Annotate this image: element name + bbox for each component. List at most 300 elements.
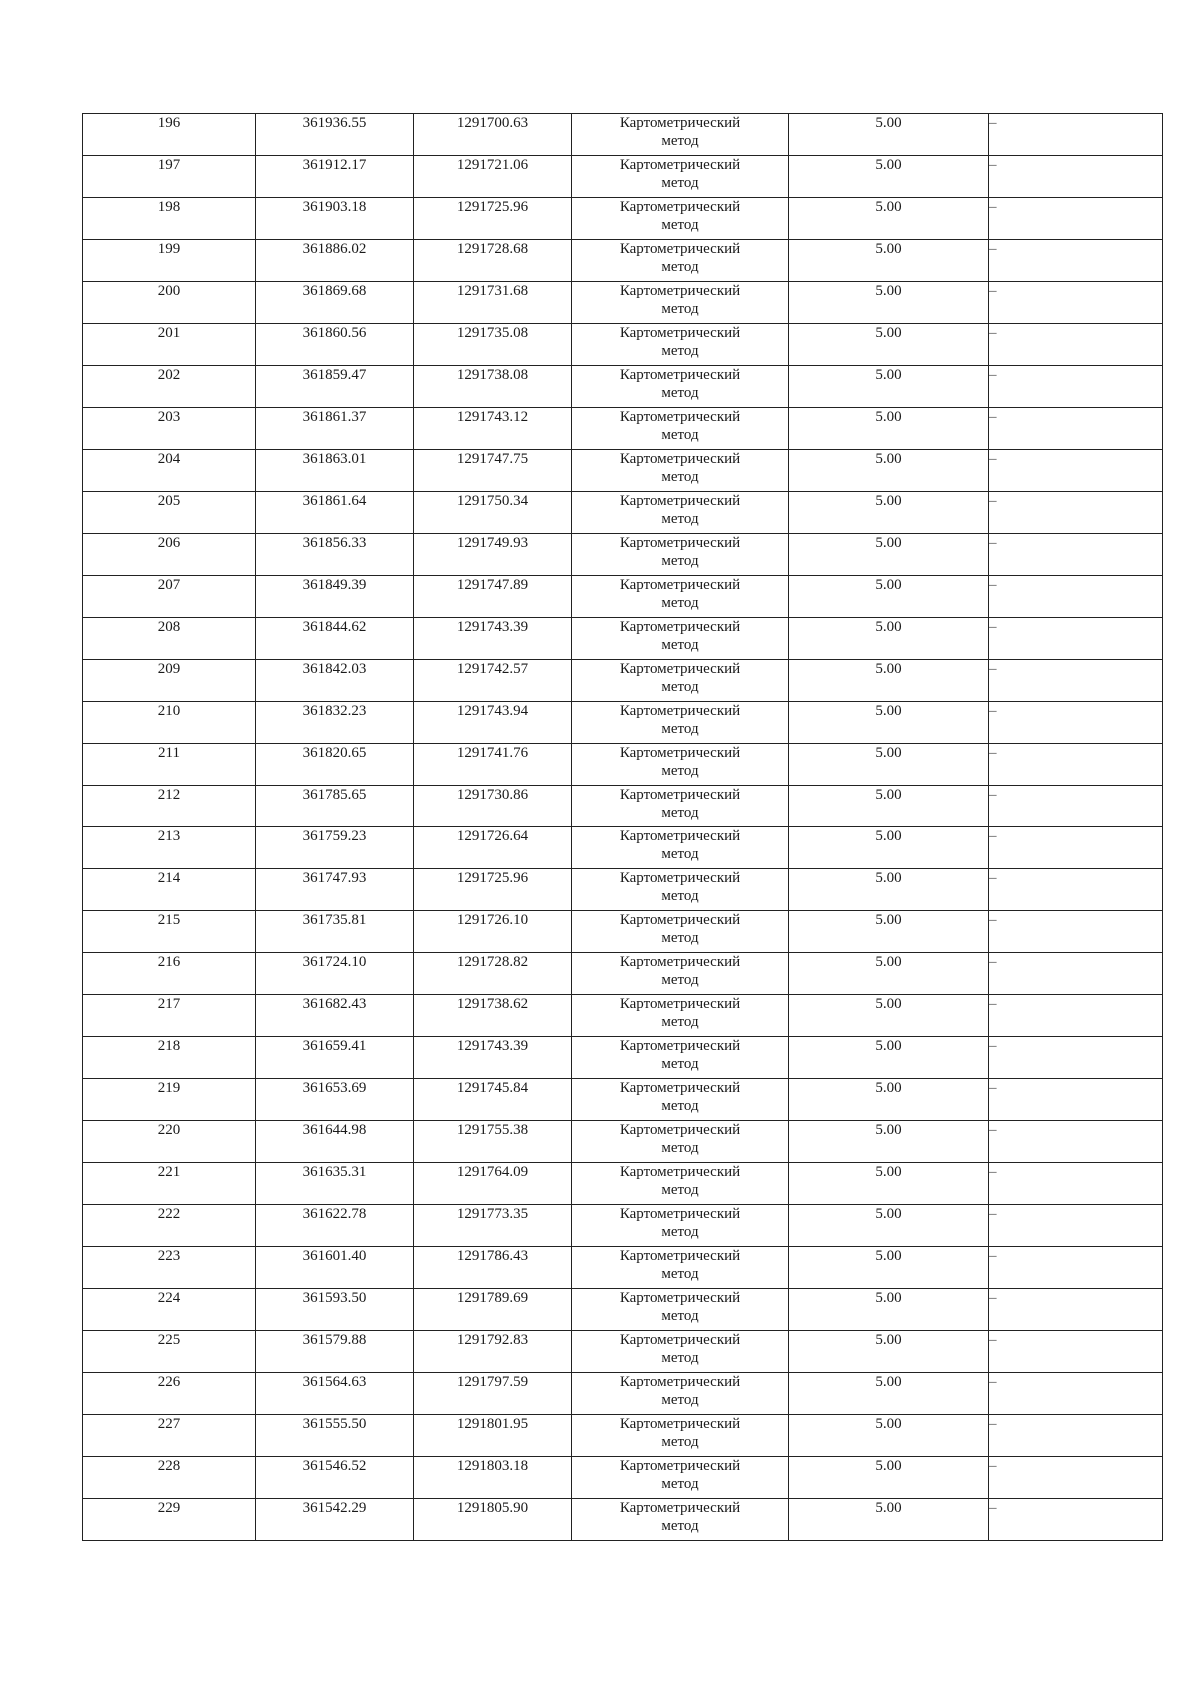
table-row [83,239,1163,281]
point-number-cell: 208 [83,617,256,659]
method-text-line2: метод [661,678,699,695]
precision-cell: 5.00 [789,785,989,827]
precision-cell: 5.00 [789,323,989,365]
method-text-line1: Картометрический [619,492,741,509]
method-text-line2: метод [661,552,699,569]
precision-cell: 5.00 [789,617,989,659]
method-text-line1: Картометрический [619,576,741,593]
y-coordinate-cell: 1291803.18 [414,1457,572,1499]
x-coordinate-cell: 361912.17 [256,155,414,197]
method-text-line1: Картометрический [619,1290,741,1307]
table-row [83,995,1163,1037]
y-coordinate-cell: 1291750.34 [414,491,572,533]
x-coordinate-cell: 361869.68 [256,281,414,323]
method-text-line1: Картометрический [619,702,741,719]
table-row [83,953,1163,995]
x-coordinate-cell: 361785.65 [256,785,414,827]
description-cell: – [989,239,1163,281]
method-cell [572,1498,789,1540]
method-text-line1: Картометрический [619,324,741,341]
description-cell: – [989,1247,1163,1289]
method-text-line1: Картометрический [619,198,741,215]
x-coordinate-cell: 361653.69 [256,1079,414,1121]
x-coordinate-cell: 361844.62 [256,617,414,659]
table-row [83,533,1163,575]
x-coordinate-cell: 361886.02 [256,239,414,281]
description-cell: – [989,1163,1163,1205]
method-cell [572,1079,789,1121]
precision-cell: 5.00 [789,281,989,323]
precision-cell: 5.00 [789,407,989,449]
method-text-line2: метод [661,1392,699,1409]
y-coordinate-cell: 1291743.39 [414,617,572,659]
point-number-cell: 229 [83,1498,256,1540]
description-cell: – [989,953,1163,995]
method-text-line1: Картометрический [619,366,741,383]
method-text-line1: Картометрический [619,450,741,467]
method-text-line2: метод [661,930,699,947]
description-cell: – [989,1498,1163,1540]
table-row [83,869,1163,911]
method-cell [572,1205,789,1247]
coordinates-table-body [83,114,1163,1541]
x-coordinate-cell: 361936.55 [256,114,414,156]
method-cell [572,1289,789,1331]
description-cell: – [989,1415,1163,1457]
y-coordinate-cell: 1291805.90 [414,1498,572,1540]
point-number-cell: 205 [83,491,256,533]
method-text-line1: Картометрический [619,282,741,299]
precision-cell: 5.00 [789,1331,989,1373]
method-text-line2: метод [661,1350,699,1367]
precision-cell: 5.00 [789,869,989,911]
description-cell: – [989,1457,1163,1499]
point-number-cell: 204 [83,449,256,491]
description-cell: – [989,575,1163,617]
method-cell [572,1163,789,1205]
precision-cell: 5.00 [789,1037,989,1079]
method-cell [572,533,789,575]
description-cell: – [989,869,1163,911]
precision-cell: 5.00 [789,911,989,953]
x-coordinate-cell: 361593.50 [256,1289,414,1331]
method-cell [572,953,789,995]
description-cell: – [989,281,1163,323]
method-text-line1: Картометрический [619,1164,741,1181]
description-cell: – [989,1079,1163,1121]
y-coordinate-cell: 1291745.84 [414,1079,572,1121]
method-text-line1: Картометрический [619,870,741,887]
x-coordinate-cell: 361601.40 [256,1247,414,1289]
x-coordinate-cell: 361832.23 [256,701,414,743]
precision-cell: 5.00 [789,953,989,995]
description-cell: – [989,743,1163,785]
precision-cell: 5.00 [789,1079,989,1121]
description-cell: – [989,995,1163,1037]
y-coordinate-cell: 1291738.08 [414,365,572,407]
table-row [83,365,1163,407]
x-coordinate-cell: 361724.10 [256,953,414,995]
method-cell [572,827,789,869]
x-coordinate-cell: 361759.23 [256,827,414,869]
point-number-cell: 226 [83,1373,256,1415]
method-text-line2: метод [661,300,699,317]
x-coordinate-cell: 361859.47 [256,365,414,407]
description-cell: – [989,533,1163,575]
precision-cell: 5.00 [789,114,989,156]
y-coordinate-cell: 1291743.94 [414,701,572,743]
method-text-line2: метод [661,1014,699,1031]
x-coordinate-cell: 361820.65 [256,743,414,785]
y-coordinate-cell: 1291700.63 [414,114,572,156]
method-cell [572,911,789,953]
method-text-line1: Картометрический [619,912,741,929]
table-row [83,785,1163,827]
y-coordinate-cell: 1291801.95 [414,1415,572,1457]
y-coordinate-cell: 1291726.10 [414,911,572,953]
y-coordinate-cell: 1291726.64 [414,827,572,869]
y-coordinate-cell: 1291728.82 [414,953,572,995]
point-number-cell: 210 [83,701,256,743]
method-text-line2: метод [661,133,699,149]
x-coordinate-cell: 361682.43 [256,995,414,1037]
precision-cell: 5.00 [789,533,989,575]
method-text-line1: Картометрический [619,1206,741,1223]
description-cell: – [989,1331,1163,1373]
method-text-line1: Картометрический [619,1499,741,1516]
point-number-cell: 199 [83,239,256,281]
x-coordinate-cell: 361635.31 [256,1163,414,1205]
description-cell: – [989,659,1163,701]
method-cell [572,1415,789,1457]
y-coordinate-cell: 1291755.38 [414,1121,572,1163]
point-number-cell: 207 [83,575,256,617]
method-cell [572,114,789,156]
x-coordinate-cell: 361861.64 [256,491,414,533]
method-text-line1: Картометрический [619,156,741,173]
description-cell: – [989,701,1163,743]
point-number-cell: 228 [83,1457,256,1499]
description-cell: – [989,197,1163,239]
method-text-line2: метод [661,384,699,401]
precision-cell: 5.00 [789,1498,989,1540]
point-number-cell: 223 [83,1247,256,1289]
table-row [83,743,1163,785]
method-text-line2: метод [661,720,699,737]
table-row [83,1247,1163,1289]
description-cell: – [989,365,1163,407]
table-row [83,491,1163,533]
x-coordinate-cell: 361555.50 [256,1415,414,1457]
precision-cell: 5.00 [789,1457,989,1499]
point-number-cell: 217 [83,995,256,1037]
table-row [83,1373,1163,1415]
precision-cell: 5.00 [789,1373,989,1415]
method-text-line2: метод [661,1266,699,1283]
method-cell [572,869,789,911]
description-cell: – [989,155,1163,197]
x-coordinate-cell: 361622.78 [256,1205,414,1247]
method-cell [572,1373,789,1415]
description-cell: – [989,407,1163,449]
x-coordinate-cell: 361747.93 [256,869,414,911]
method-text-line2: метод [661,426,699,443]
y-coordinate-cell: 1291786.43 [414,1247,572,1289]
table-row [83,911,1163,953]
precision-cell: 5.00 [789,155,989,197]
table-row [83,701,1163,743]
method-text-line1: Картометрический [619,240,741,257]
y-coordinate-cell: 1291741.76 [414,743,572,785]
description-cell: – [989,1373,1163,1415]
x-coordinate-cell: 361863.01 [256,449,414,491]
x-coordinate-cell: 361542.29 [256,1498,414,1540]
y-coordinate-cell: 1291738.62 [414,995,572,1037]
method-cell [572,785,789,827]
method-cell [572,323,789,365]
y-coordinate-cell: 1291731.68 [414,281,572,323]
precision-cell: 5.00 [789,197,989,239]
method-text-line1: Картометрический [619,954,741,971]
method-text-line2: метод [661,1517,699,1534]
description-cell: – [989,323,1163,365]
method-text-line1: Картометрический [619,618,741,635]
method-cell [572,995,789,1037]
x-coordinate-cell: 361903.18 [256,197,414,239]
method-text-line2: метод [661,846,699,863]
description-cell: – [989,827,1163,869]
table-row [83,617,1163,659]
method-text-line2: метод [661,636,699,653]
method-text-line2: метод [661,1140,699,1157]
precision-cell: 5.00 [789,239,989,281]
table-row [83,281,1163,323]
method-text-line1: Картометрический [619,660,741,677]
description-cell: – [989,114,1163,156]
x-coordinate-cell: 361842.03 [256,659,414,701]
table-row [83,449,1163,491]
x-coordinate-cell: 361860.56 [256,323,414,365]
y-coordinate-cell: 1291730.86 [414,785,572,827]
y-coordinate-cell: 1291742.57 [414,659,572,701]
coordinates-table [82,113,1163,1541]
y-coordinate-cell: 1291721.06 [414,155,572,197]
y-coordinate-cell: 1291747.89 [414,575,572,617]
precision-cell: 5.00 [789,449,989,491]
table-row [83,1121,1163,1163]
method-text-line2: метод [661,510,699,527]
method-cell [572,701,789,743]
method-text-line1: Картометрический [619,1038,741,1055]
point-number-cell: 220 [83,1121,256,1163]
point-number-cell: 227 [83,1415,256,1457]
precision-cell: 5.00 [789,575,989,617]
point-number-cell: 212 [83,785,256,827]
method-text-line1: Картометрический [619,534,741,551]
point-number-cell: 198 [83,197,256,239]
description-cell: – [989,617,1163,659]
precision-cell: 5.00 [789,1121,989,1163]
method-cell [572,1247,789,1289]
method-text-line1: Картометрический [619,1122,741,1139]
method-text-line1: Картометрический [619,786,741,803]
precision-cell: 5.00 [789,995,989,1037]
method-cell [572,197,789,239]
method-cell [572,1121,789,1163]
method-text-line2: метод [661,1224,699,1241]
table-row [83,827,1163,869]
description-cell: – [989,911,1163,953]
point-number-cell: 221 [83,1163,256,1205]
method-cell [572,743,789,785]
method-text-line1: Картометрический [619,1080,741,1097]
description-cell: – [989,491,1163,533]
x-coordinate-cell: 361735.81 [256,911,414,953]
point-number-cell: 225 [83,1331,256,1373]
point-number-cell: 211 [83,743,256,785]
method-text-line2: метод [661,174,699,191]
precision-cell: 5.00 [789,1415,989,1457]
method-text-line1: Картометрический [619,1332,741,1349]
y-coordinate-cell: 1291743.12 [414,407,572,449]
method-text-line2: метод [661,1098,699,1115]
method-cell [572,659,789,701]
method-text-line2: метод [661,258,699,275]
table-row [83,1457,1163,1499]
table-row [83,575,1163,617]
point-number-cell: 203 [83,407,256,449]
method-cell [572,575,789,617]
method-text-line2: метод [661,594,699,611]
method-cell [572,1331,789,1373]
method-text-line2: метод [661,468,699,485]
point-number-cell: 219 [83,1079,256,1121]
y-coordinate-cell: 1291735.08 [414,323,572,365]
x-coordinate-cell: 361849.39 [256,575,414,617]
method-text-line1: Картометрический [619,744,741,761]
precision-cell: 5.00 [789,365,989,407]
y-coordinate-cell: 1291792.83 [414,1331,572,1373]
method-text-line1: Картометрический [619,1458,741,1474]
y-coordinate-cell: 1291789.69 [414,1289,572,1331]
point-number-cell: 213 [83,827,256,869]
y-coordinate-cell: 1291743.39 [414,1037,572,1079]
description-cell: – [989,1121,1163,1163]
method-cell [572,407,789,449]
method-cell [572,239,789,281]
point-number-cell: 224 [83,1289,256,1331]
table-row [83,114,1163,156]
method-text-line2: метод [661,1476,699,1492]
x-coordinate-cell: 361861.37 [256,407,414,449]
table-row [83,1205,1163,1247]
method-text-line1: Картометрический [619,996,741,1013]
point-number-cell: 201 [83,323,256,365]
x-coordinate-cell: 361546.52 [256,1457,414,1499]
precision-cell: 5.00 [789,1163,989,1205]
method-text-line1: Картометрический [619,408,741,425]
table-row [83,1037,1163,1079]
y-coordinate-cell: 1291725.96 [414,869,572,911]
description-cell: – [989,1037,1163,1079]
method-cell [572,1037,789,1079]
y-coordinate-cell: 1291773.35 [414,1205,572,1247]
method-text-line2: метод [661,972,699,989]
point-number-cell: 206 [83,533,256,575]
method-cell [572,491,789,533]
table-row [83,1415,1163,1457]
method-text-line2: метод [661,216,699,233]
description-cell: – [989,1205,1163,1247]
precision-cell: 5.00 [789,1289,989,1331]
description-cell: – [989,1289,1163,1331]
x-coordinate-cell: 361659.41 [256,1037,414,1079]
point-number-cell: 214 [83,869,256,911]
description-cell: – [989,449,1163,491]
table-row [83,1331,1163,1373]
table-row [83,1079,1163,1121]
point-number-cell: 215 [83,911,256,953]
precision-cell: 5.00 [789,659,989,701]
point-number-cell: 202 [83,365,256,407]
method-text-line2: метод [661,1056,699,1073]
method-text-line1: Картометрический [619,115,741,131]
method-text-line2: метод [661,888,699,905]
table-row [83,407,1163,449]
method-text-line2: метод [661,804,699,821]
x-coordinate-cell: 361564.63 [256,1373,414,1415]
y-coordinate-cell: 1291764.09 [414,1163,572,1205]
method-text-line1: Картометрический [619,1248,741,1265]
x-coordinate-cell: 361856.33 [256,533,414,575]
x-coordinate-cell: 361644.98 [256,1121,414,1163]
method-cell [572,617,789,659]
precision-cell: 5.00 [789,701,989,743]
y-coordinate-cell: 1291728.68 [414,239,572,281]
table-row [83,155,1163,197]
precision-cell: 5.00 [789,1205,989,1247]
method-text-line2: метод [661,1182,699,1199]
y-coordinate-cell: 1291725.96 [414,197,572,239]
table-row [83,659,1163,701]
point-number-cell: 209 [83,659,256,701]
method-text-line2: метод [661,762,699,779]
method-cell [572,449,789,491]
method-text-line2: метод [661,1434,699,1451]
point-number-cell: 216 [83,953,256,995]
method-text-line1: Картометрический [619,1374,741,1391]
point-number-cell: 200 [83,281,256,323]
method-text-line2: метод [661,1308,699,1325]
description-cell: – [989,785,1163,827]
point-number-cell: 196 [83,114,256,156]
method-text-line2: метод [661,342,699,359]
point-number-cell: 218 [83,1037,256,1079]
method-text-line1: Картометрический [619,1416,741,1433]
table-row [83,1163,1163,1205]
point-number-cell: 222 [83,1205,256,1247]
table-row [83,1289,1163,1331]
method-text-line1: Картометрический [619,828,741,845]
y-coordinate-cell: 1291747.75 [414,449,572,491]
method-cell [572,155,789,197]
precision-cell: 5.00 [789,743,989,785]
y-coordinate-cell: 1291797.59 [414,1373,572,1415]
y-coordinate-cell: 1291749.93 [414,533,572,575]
precision-cell: 5.00 [789,827,989,869]
x-coordinate-cell: 361579.88 [256,1331,414,1373]
method-cell [572,281,789,323]
